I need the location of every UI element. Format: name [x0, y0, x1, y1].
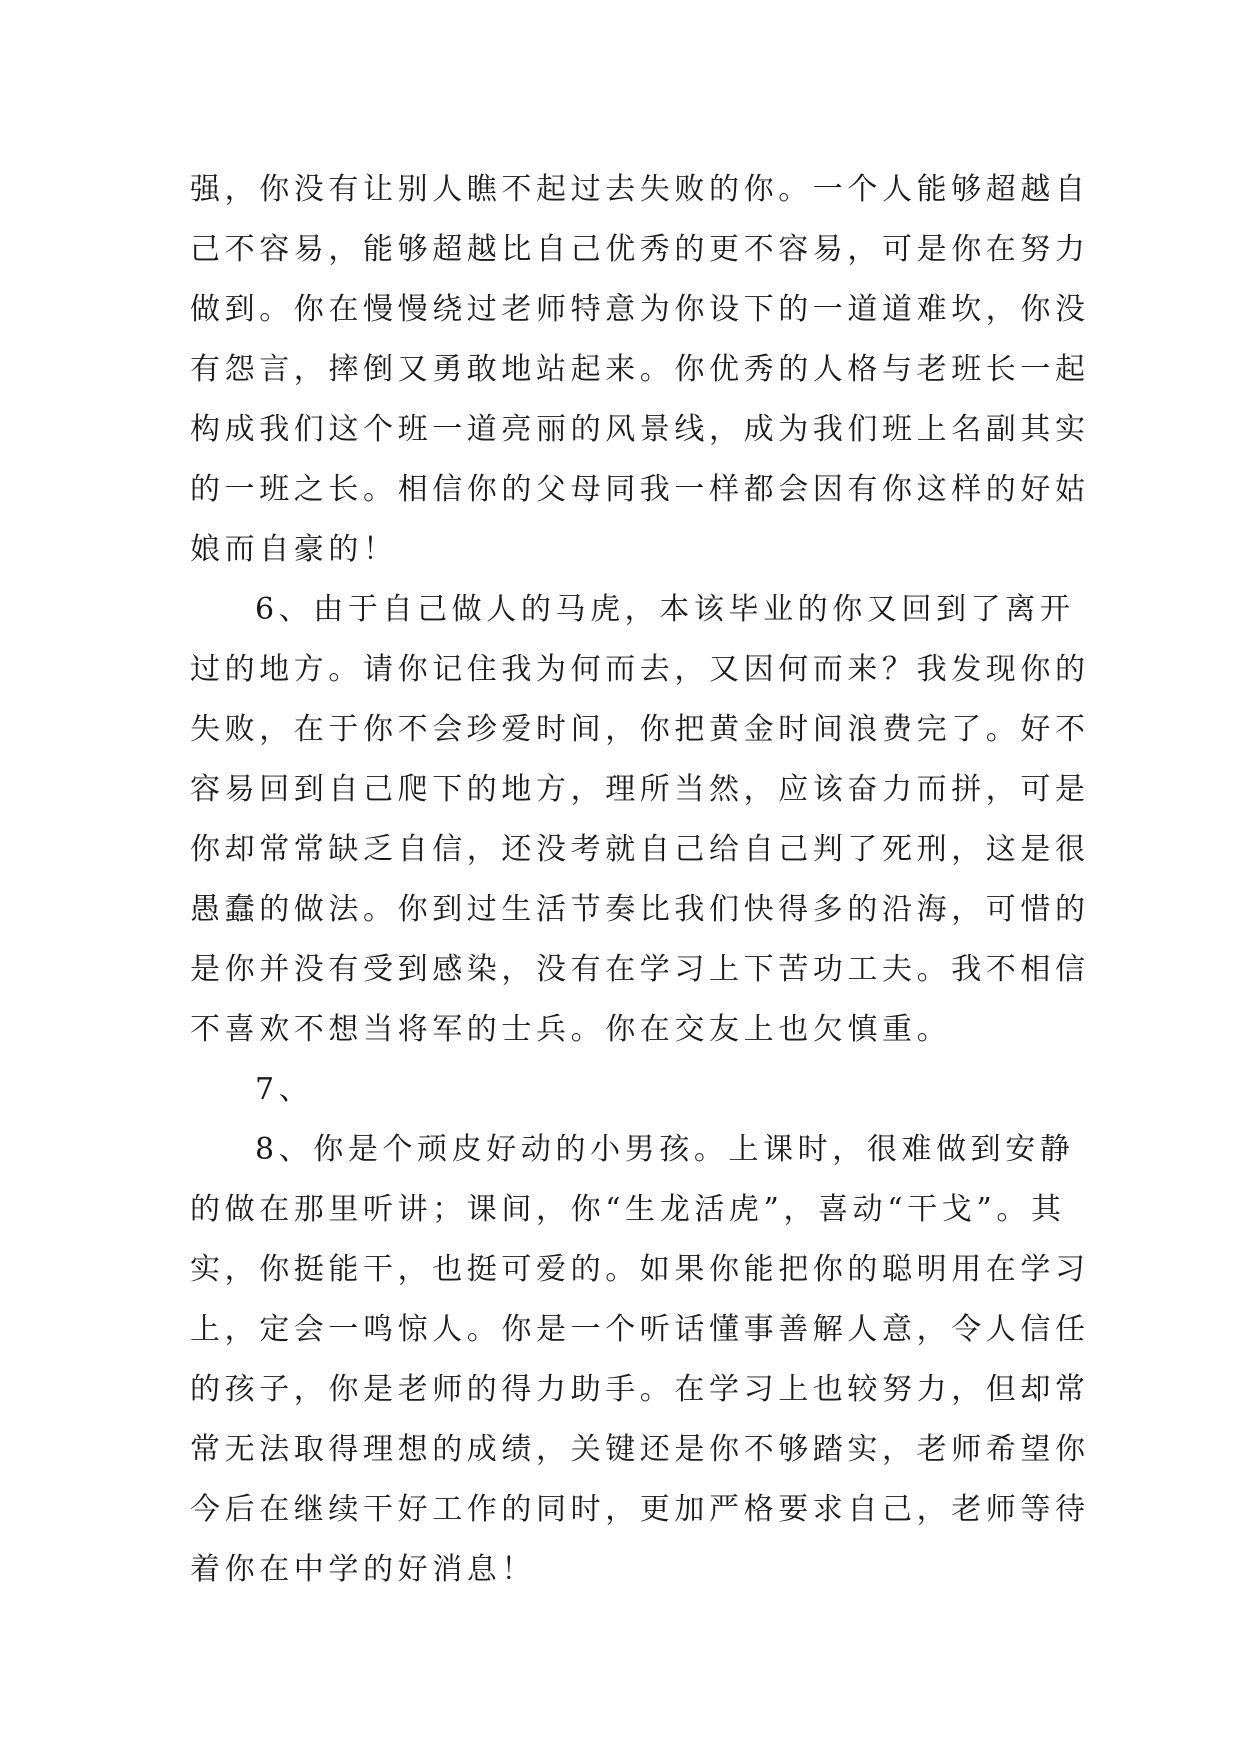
text-line: 的做在那里听讲；课间，你“生龙活虎”，喜动“干戈”。其 — [190, 1192, 1066, 1227]
text-line: 娘而自豪的！ — [190, 532, 398, 567]
text-line: 不喜欢不想当将军的士兵。你在交友上也欠慎重。 — [190, 1012, 952, 1047]
text-line: 的一班之长。相信你的父母同我一样都会因有你这样的好姑 — [190, 472, 1090, 507]
text-line: 常无法取得理想的成绩，关键还是你不够踏实，老师希望你 — [190, 1432, 1090, 1467]
text-line: 是你并没有受到感染，没有在学习上下苦功工夫。我不相信 — [190, 952, 1090, 987]
text-line: 实，你挺能干，也挺可爱的。如果你能把你的聪明用在学习 — [190, 1252, 1090, 1287]
text-line: 做到。你在慢慢绕过老师特意为你设下的一道道难坎，你没 — [190, 292, 1090, 327]
text-line: 失败，在于你不会珍爱时间，你把黄金时间浪费完了。好不 — [190, 712, 1090, 747]
text-line: 有怨言，摔倒又勇敢地站起来。你优秀的人格与老班长一起 — [190, 352, 1090, 387]
text-line: 强，你没有让别人瞧不起过去失败的你。一个人能够超越自 — [190, 172, 1090, 207]
paragraph — [190, 160, 1090, 580]
paragraph — [190, 580, 1090, 1060]
text-line: 你却常常缺乏自信，还没考就自己给自己判了死刑，这是很 — [190, 832, 1090, 867]
text-line: 今后在继续干好工作的同时，更加严格要求自己，老师等待 — [190, 1492, 1090, 1527]
text-line: 着你在中学的好消息！ — [190, 1552, 536, 1587]
text-line: 8、你是个顽皮好动的小男孩。上课时，很难做到安静 — [255, 1132, 1075, 1167]
text-line: 上，定会一鸣惊人。你是一个听话懂事善解人意，令人信任 — [190, 1312, 1090, 1347]
document-body — [190, 160, 1090, 1600]
text-line: 的孩子，你是老师的得力助手。在学习上也较努力，但却常 — [190, 1372, 1090, 1407]
text-line: 容易回到自己爬下的地方，理所当然，应该奋力而拼，可是 — [190, 772, 1090, 807]
paragraph — [190, 1120, 1090, 1600]
text-line: 构成我们这个班一道亮丽的风景线，成为我们班上名副其实 — [190, 412, 1090, 447]
text-line: 己不容易，能够超越比自己优秀的更不容易，可是你在努力 — [190, 232, 1090, 267]
text-line: 6、由于自己做人的马虎，本该毕业的你又回到了离开 — [255, 592, 1075, 627]
text-line: 7、 — [255, 1072, 314, 1107]
paragraph — [190, 1060, 1060, 1120]
text-line: 愚蠢的做法。你到过生活节奏比我们快得多的沿海，可惜的 — [190, 892, 1090, 927]
text-line: 过的地方。请你记住我为何而去，又因何而来？我发现你的 — [190, 652, 1090, 687]
